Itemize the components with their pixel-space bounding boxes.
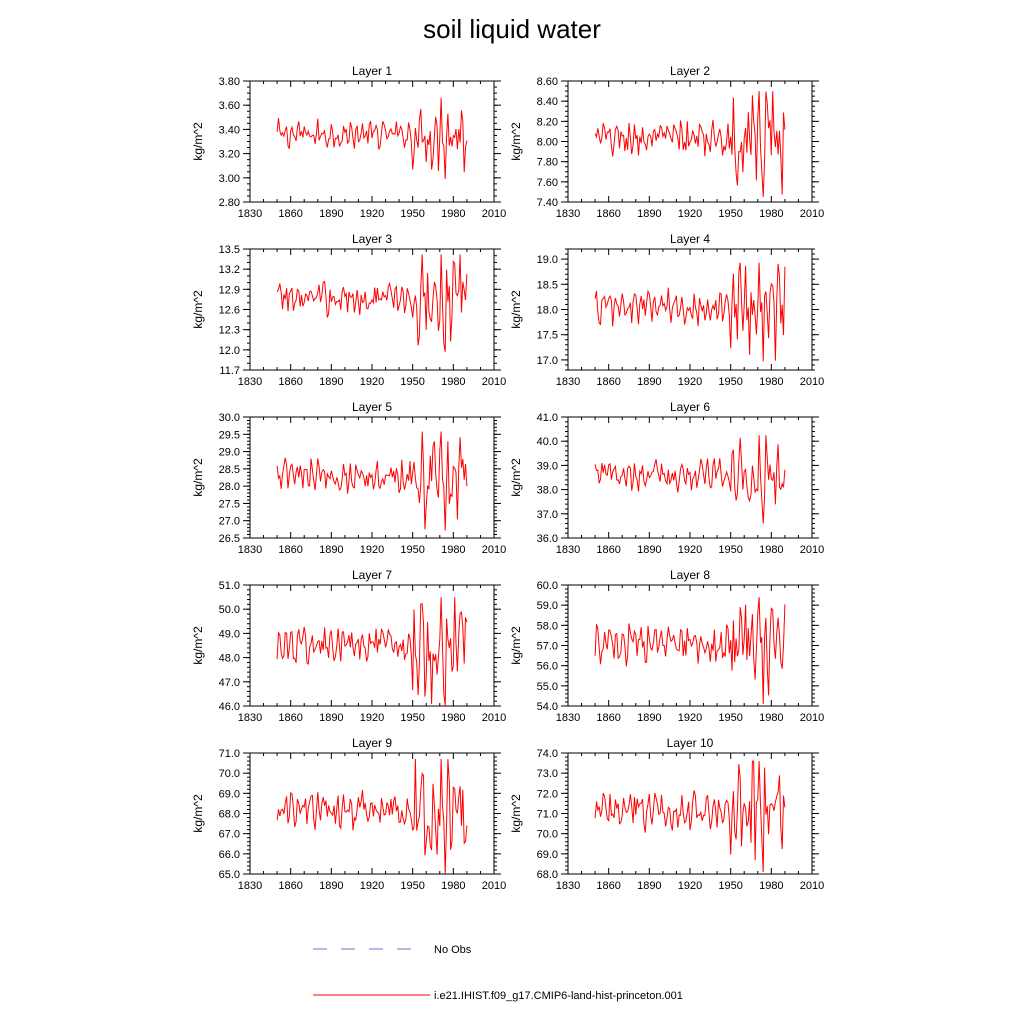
x-tick-label: 1920 — [677, 376, 703, 388]
x-tick-label: 1980 — [759, 712, 784, 724]
x-tick-label: 1830 — [555, 376, 581, 388]
x-tick-label: 2010 — [799, 712, 825, 724]
x-tick-label: 1950 — [400, 544, 425, 556]
y-tick-label: 19.0 — [536, 254, 558, 267]
y-tick-label: 3.20 — [218, 148, 240, 161]
x-tick-label: 1890 — [319, 376, 344, 388]
x-tick-label: 1890 — [637, 712, 662, 724]
x-tick-label: 2010 — [799, 880, 825, 892]
y-tick-label: 68.0 — [218, 808, 240, 821]
x-tick-label: 1860 — [596, 208, 621, 220]
y-axis-label: kg/m^2 — [509, 794, 523, 833]
y-tick-label: 18.0 — [536, 304, 558, 317]
y-axis-label: kg/m^2 — [509, 290, 523, 329]
x-tick-label: 1950 — [400, 376, 425, 388]
x-tick-label: 2010 — [481, 208, 507, 220]
y-tick-label: 8.60 — [536, 76, 558, 88]
y-tick-label: 12.9 — [218, 284, 240, 297]
panel-title: Layer 8 — [669, 568, 711, 582]
x-tick-label: 2010 — [481, 376, 507, 388]
y-tick-label: 70.0 — [536, 828, 558, 841]
x-tick-label: 1890 — [637, 544, 662, 556]
y-tick-label: 73.0 — [536, 768, 558, 781]
y-tick-label: 11.7 — [219, 365, 240, 377]
x-tick-label: 1920 — [677, 880, 703, 892]
series-line-model — [595, 435, 785, 523]
y-axis-label: kg/m^2 — [191, 626, 205, 665]
series-line-model — [595, 597, 785, 704]
y-tick-label: 57.0 — [536, 640, 558, 653]
y-tick-label: 71.0 — [218, 748, 240, 760]
y-tick-label: 8.20 — [536, 116, 558, 129]
x-tick-label: 1980 — [441, 208, 466, 220]
panel-layer-10 — [509, 736, 824, 892]
y-tick-label: 38.0 — [536, 484, 558, 497]
y-tick-label: 2.80 — [218, 197, 240, 209]
panel-title: Layer 4 — [669, 232, 711, 246]
x-tick-label: 2010 — [481, 712, 507, 724]
panel-layer-2 — [509, 64, 824, 220]
y-tick-label: 3.80 — [218, 76, 240, 88]
x-tick-label: 1950 — [718, 880, 743, 892]
y-tick-label: 69.0 — [218, 788, 240, 801]
plot-frame — [250, 585, 494, 706]
y-tick-label: 39.0 — [536, 460, 558, 473]
plot-frame — [250, 249, 494, 370]
panel-layer-5 — [191, 400, 506, 556]
y-tick-label: 60.0 — [536, 580, 558, 592]
x-tick-label: 1860 — [596, 376, 621, 388]
y-tick-label: 3.40 — [218, 124, 240, 137]
panel-layer-1 — [191, 64, 506, 220]
y-tick-label: 18.5 — [536, 279, 558, 292]
series-line-model — [595, 263, 785, 362]
y-tick-label: 27.5 — [218, 498, 240, 511]
x-tick-label: 1950 — [718, 544, 743, 556]
y-tick-label: 56.0 — [536, 660, 558, 673]
y-axis-label: kg/m^2 — [509, 458, 523, 497]
x-tick-label: 1980 — [759, 208, 784, 220]
y-axis-label: kg/m^2 — [509, 122, 523, 161]
panel-layer-7 — [191, 568, 506, 724]
y-tick-label: 8.00 — [536, 136, 558, 149]
y-tick-label: 41.0 — [536, 412, 558, 424]
y-tick-label: 3.60 — [218, 100, 240, 113]
x-tick-label: 1890 — [319, 880, 344, 892]
series-line-model — [277, 98, 467, 179]
y-tick-label: 47.0 — [218, 676, 240, 689]
x-tick-label: 1950 — [718, 376, 743, 388]
x-tick-label: 1980 — [441, 544, 466, 556]
panel-title: Layer 6 — [669, 400, 711, 414]
y-tick-label: 13.2 — [218, 264, 240, 277]
x-tick-label: 1830 — [555, 544, 581, 556]
series-line-model — [277, 759, 467, 874]
x-tick-label: 1950 — [718, 712, 743, 724]
y-tick-label: 7.60 — [536, 176, 558, 189]
x-tick-label: 1920 — [359, 544, 385, 556]
x-tick-label: 1980 — [759, 376, 784, 388]
x-tick-label: 1890 — [319, 208, 344, 220]
y-tick-label: 29.0 — [218, 446, 240, 459]
y-tick-label: 37.0 — [536, 508, 558, 521]
y-tick-label: 17.5 — [536, 329, 558, 342]
panel-layer-9 — [191, 736, 506, 892]
y-tick-label: 12.0 — [218, 344, 240, 357]
y-tick-label: 7.80 — [536, 156, 558, 169]
panel-layer-8 — [509, 568, 824, 724]
y-tick-label: 65.0 — [218, 869, 240, 881]
x-tick-label: 1890 — [637, 208, 662, 220]
x-tick-label: 1980 — [759, 544, 784, 556]
legend-label-model: i.e21.IHIST.f09_g17.CMIP6-land-hist-princeton.001 — [434, 990, 683, 1002]
legend — [313, 944, 683, 1002]
y-tick-label: 8.40 — [536, 96, 558, 109]
x-tick-label: 1980 — [441, 712, 466, 724]
y-tick-label: 3.00 — [218, 172, 240, 185]
y-tick-label: 30.0 — [218, 412, 240, 424]
panel-title: Layer 7 — [351, 568, 393, 582]
series-line-model — [277, 597, 467, 706]
x-tick-label: 1860 — [278, 880, 303, 892]
y-axis-label: kg/m^2 — [191, 458, 205, 497]
x-tick-label: 1890 — [637, 376, 662, 388]
x-tick-label: 1860 — [596, 544, 621, 556]
x-tick-label: 1830 — [237, 880, 263, 892]
y-tick-label: 26.5 — [218, 533, 240, 545]
x-tick-label: 1830 — [237, 376, 263, 388]
x-tick-label: 1890 — [319, 544, 344, 556]
y-tick-label: 12.6 — [218, 304, 240, 317]
y-tick-label: 54.0 — [536, 701, 558, 713]
y-tick-label: 68.0 — [536, 869, 558, 881]
plot-frame — [568, 585, 812, 706]
y-axis-label: kg/m^2 — [191, 290, 205, 329]
x-tick-label: 1830 — [555, 208, 581, 220]
x-tick-label: 1830 — [237, 544, 263, 556]
x-tick-label: 2010 — [799, 544, 825, 556]
x-tick-label: 1920 — [677, 208, 703, 220]
x-tick-label: 1920 — [677, 712, 703, 724]
y-tick-label: 55.0 — [536, 680, 558, 693]
panel-title: Layer 3 — [351, 232, 393, 246]
plot-frame — [568, 753, 812, 874]
y-tick-label: 13.5 — [218, 244, 240, 256]
y-tick-label: 70.0 — [218, 768, 240, 781]
panel-title: Layer 9 — [351, 736, 393, 750]
y-tick-label: 71.0 — [536, 808, 558, 821]
y-tick-label: 12.3 — [218, 324, 240, 337]
y-tick-label: 59.0 — [536, 600, 558, 613]
series-line-model — [277, 254, 467, 351]
y-tick-label: 7.40 — [536, 197, 558, 209]
y-axis-label: kg/m^2 — [191, 794, 205, 833]
figure-title: soil liquid water — [423, 14, 601, 44]
series-line-model — [595, 91, 785, 197]
x-tick-label: 1920 — [677, 544, 703, 556]
x-tick-label: 1920 — [359, 208, 385, 220]
y-axis-label: kg/m^2 — [509, 626, 523, 665]
series-line-model — [595, 761, 785, 872]
x-tick-label: 1890 — [319, 712, 344, 724]
plot-frame — [250, 81, 494, 202]
x-tick-label: 1860 — [278, 208, 303, 220]
y-tick-label: 69.0 — [536, 848, 558, 861]
x-tick-label: 1890 — [637, 880, 662, 892]
legend-label-obs: No Obs — [434, 944, 472, 956]
panel-title: Layer 2 — [669, 64, 711, 78]
x-tick-label: 1920 — [359, 712, 385, 724]
y-tick-label: 67.0 — [218, 828, 240, 841]
x-tick-label: 1920 — [359, 880, 385, 892]
y-tick-label: 27.0 — [218, 515, 240, 528]
x-tick-label: 1950 — [400, 880, 425, 892]
y-tick-label: 29.5 — [218, 429, 240, 442]
y-tick-label: 74.0 — [536, 748, 558, 760]
x-tick-label: 1950 — [400, 712, 425, 724]
panel-title: Layer 1 — [351, 64, 393, 78]
y-tick-label: 51.0 — [218, 580, 240, 592]
y-tick-label: 48.0 — [218, 652, 240, 665]
x-tick-label: 1860 — [596, 712, 621, 724]
y-tick-label: 66.0 — [218, 848, 240, 861]
x-tick-label: 2010 — [799, 376, 825, 388]
y-tick-label: 49.0 — [218, 628, 240, 641]
x-tick-label: 2010 — [481, 880, 507, 892]
x-tick-label: 1860 — [278, 376, 303, 388]
panel-layer-4 — [509, 232, 824, 388]
y-tick-label: 28.0 — [218, 481, 240, 494]
x-tick-label: 1950 — [718, 208, 743, 220]
x-tick-label: 2010 — [799, 208, 825, 220]
x-tick-label: 2010 — [481, 544, 507, 556]
x-tick-label: 1830 — [555, 880, 581, 892]
y-tick-label: 58.0 — [536, 620, 558, 633]
y-tick-label: 50.0 — [218, 604, 240, 617]
y-tick-label: 36.0 — [536, 533, 558, 545]
x-tick-label: 1950 — [400, 208, 425, 220]
y-tick-label: 40.0 — [536, 436, 558, 449]
y-tick-label: 17.0 — [536, 354, 558, 367]
panel-title: Layer 5 — [351, 400, 393, 414]
panel-title: Layer 10 — [666, 736, 714, 750]
x-tick-label: 1830 — [237, 712, 263, 724]
panel-layer-3 — [191, 232, 506, 388]
x-tick-label: 1860 — [278, 544, 303, 556]
y-tick-label: 72.0 — [536, 788, 558, 801]
series-line-model — [277, 432, 467, 531]
x-tick-label: 1830 — [237, 208, 263, 220]
panel-layer-6 — [509, 400, 824, 556]
y-tick-label: 28.5 — [218, 463, 240, 476]
x-tick-label: 1980 — [441, 880, 466, 892]
x-tick-label: 1830 — [555, 712, 581, 724]
y-tick-label: 46.0 — [218, 701, 240, 713]
x-tick-label: 1860 — [278, 712, 303, 724]
y-axis-label: kg/m^2 — [191, 122, 205, 161]
x-tick-label: 1860 — [596, 880, 621, 892]
x-tick-label: 1980 — [441, 376, 466, 388]
x-tick-label: 1920 — [359, 376, 385, 388]
x-tick-label: 1980 — [759, 880, 784, 892]
